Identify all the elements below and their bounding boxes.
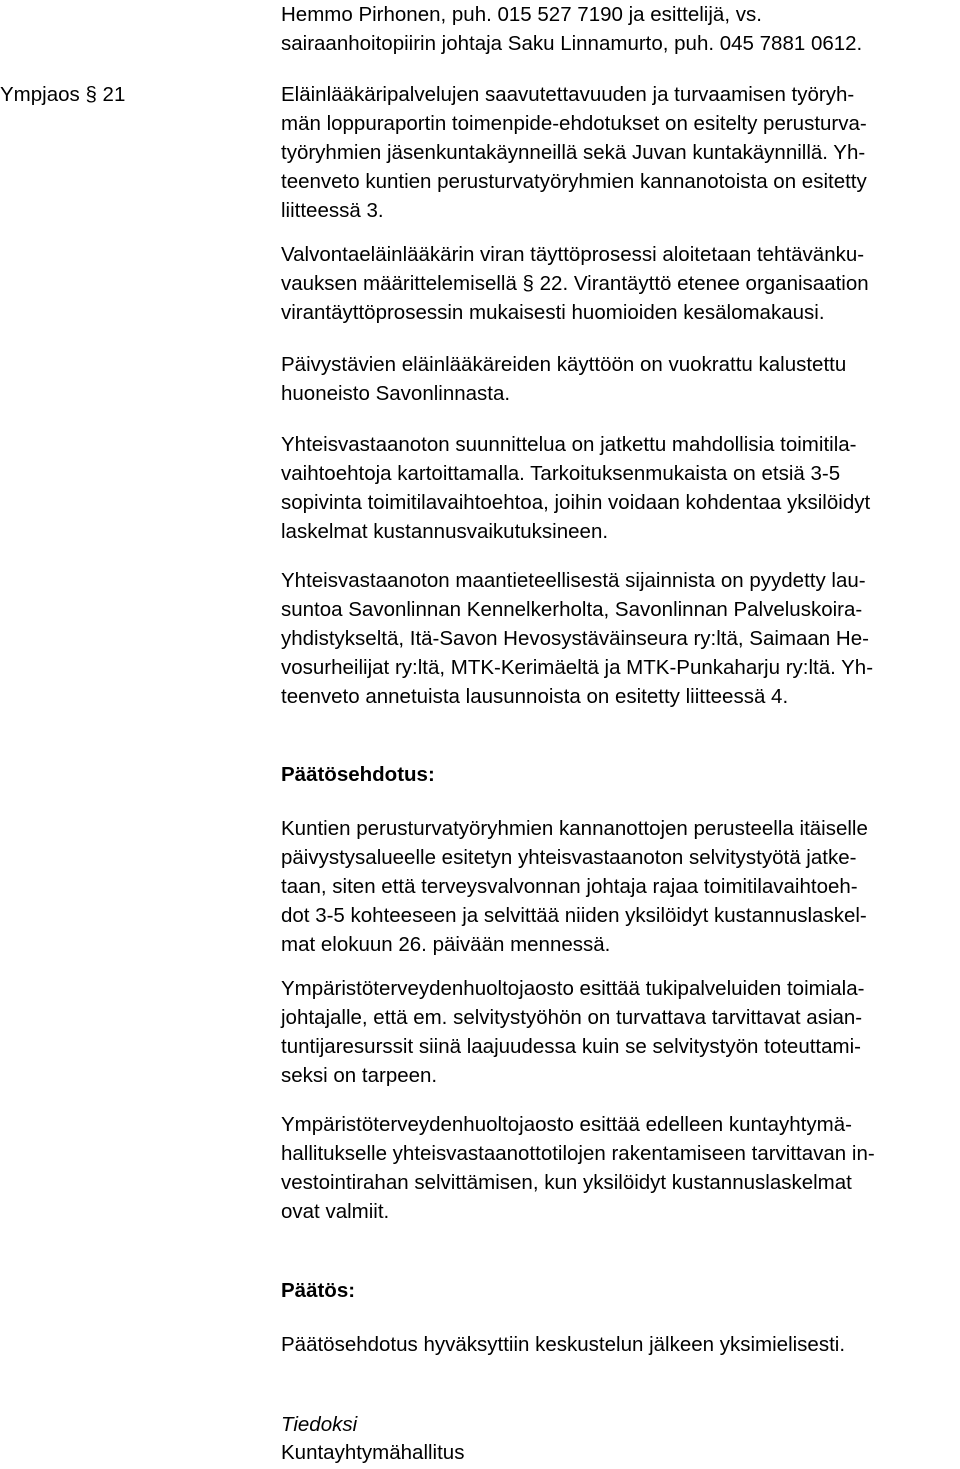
paragraph-recruitment bbox=[281, 240, 956, 327]
text-line: teenveto kuntien perusturvatyöryhmien kannanotoista on esitetty bbox=[281, 170, 867, 193]
text-line: vestointirahan selvittämisen, kun yksilöidyt kustannuslaskelmat bbox=[281, 1171, 852, 1194]
text-line: työryhmien jäsenkuntakäynneillä sekä Juvan kuntakäynnillä. Yh- bbox=[281, 141, 866, 164]
text-line: Ympäristöterveydenhuoltojaosto esittää tukipalveluiden toimiala- bbox=[281, 977, 865, 1000]
text-line: sopivinta toimitilavaihtoehtoa, joihin voidaan kohdentaa yksilöidyt bbox=[281, 491, 871, 514]
text-line: dot 3-5 kohteeseen ja selvittää niiden yksilöidyt kustannuslaskel- bbox=[281, 904, 867, 927]
text-line: johtajalle, että em. selvitystyöhön on turvattava tarvittavat asian- bbox=[281, 1006, 863, 1029]
text-line: päivystysalueelle esitetyn yhteisvastaanoton selvitystyötä jatke- bbox=[281, 846, 857, 869]
text-line: seksi on tarpeen. bbox=[281, 1064, 438, 1087]
contact-line: sairaanhoitopiirin johtaja Saku Linnamurto, puh. 045 7881 0612. bbox=[281, 32, 863, 55]
paragraph-premises-planning bbox=[281, 430, 956, 546]
paragraph-stakeholder-review bbox=[281, 80, 956, 225]
text-line: Päivystävien eläinlääkäreiden käyttöön on vuokrattu kalustettu bbox=[281, 353, 847, 376]
text-line: vosurheilijat ry:ltä, MTK-Kerimäeltä ja MTK-Punkaharju ry:ltä. Yh- bbox=[281, 656, 874, 679]
text-line: ovat valmiit. bbox=[281, 1200, 390, 1223]
text-line: vaihtoehtoja kartoittamalla. Tarkoituksenmukaista on etsiä 3-5 bbox=[281, 462, 841, 485]
proposal-paragraph-1 bbox=[281, 814, 956, 959]
text-line: Yhteisvastaanoton maantieteellisestä sijainnista on pyydetty lau- bbox=[281, 569, 866, 592]
proposal-paragraph-2 bbox=[281, 974, 956, 1090]
text-line: mat elokuun 26. päivään mennessä. bbox=[281, 933, 611, 956]
section-label: Ympjaos § 21 bbox=[0, 83, 126, 106]
proposal-paragraph-3 bbox=[281, 1110, 956, 1226]
paragraph-apartment bbox=[281, 350, 956, 408]
text-line: hallitukselle yhteisvastaanottotilojen rakentamiseen tarvittavan in- bbox=[281, 1142, 875, 1165]
contact-info bbox=[281, 0, 956, 58]
text-line: män loppuraportin toimenpide-ehdotukset on esitelty perusturva- bbox=[281, 112, 867, 135]
text-line: virantäyttöprosessin mukaisesti huomioiden kesälomakausi. bbox=[281, 301, 825, 324]
text-line: Yhteisvastaanoton suunnittelua on jatkettu mahdollisia toimitila- bbox=[281, 433, 857, 456]
text-line: Eläinlääkäripalvelujen saavutettavuuden ja turvaamisen työryh- bbox=[281, 83, 855, 106]
text-line: huoneisto Savonlinnasta. bbox=[281, 382, 511, 405]
text-line: Kuntien perusturvatyöryhmien kannanottojen perusteella itäiselle bbox=[281, 817, 868, 840]
text-line: yhdistykseltä, Itä-Savon Hevosystäväinseura ry:ltä, Saimaan He- bbox=[281, 627, 869, 650]
text-line: liitteessä 3. bbox=[281, 199, 384, 222]
text-line: suntoa Savonlinnan Kennelkerholta, Savonlinnan Palveluskoira- bbox=[281, 598, 863, 621]
text-line: tuntijaresurssit siinä laajuudessa kuin se selvitystyön toteuttami- bbox=[281, 1035, 861, 1058]
decision-text: Päätösehdotus hyväksyttiin keskustelun jälkeen yksimielisesti. bbox=[281, 1333, 846, 1356]
decision-heading: Päätös: bbox=[281, 1279, 356, 1302]
contact-line: Hemmo Pirhonen, puh. 015 527 7190 ja esittelijä, vs. bbox=[281, 3, 762, 26]
text-line: Ympäristöterveydenhuoltojaosto esittää edelleen kuntayhtymä- bbox=[281, 1113, 852, 1136]
text-line: Valvontaeläinlääkärin viran täyttöprosessi aloitetaan tehtävänku- bbox=[281, 243, 865, 266]
text-line: vauksen määrittelemisellä § 22. Virantäyttö etenee organisaation bbox=[281, 272, 869, 295]
proposal-heading: Päätösehdotus: bbox=[281, 763, 435, 786]
notice-label: Tiedoksi bbox=[281, 1413, 358, 1436]
text-line: taan, siten että terveysvalvonnan johtaja rajaa toimitilavaihtoeh- bbox=[281, 875, 858, 898]
text-line: laskelmat kustannusvaikutuksineen. bbox=[281, 520, 609, 543]
paragraph-location-statements bbox=[281, 566, 956, 711]
text-line: teenveto annetuista lausunnoista on esitetty liitteessä 4. bbox=[281, 685, 789, 708]
notice-recipient: Kuntayhtymähallitus bbox=[281, 1441, 465, 1464]
